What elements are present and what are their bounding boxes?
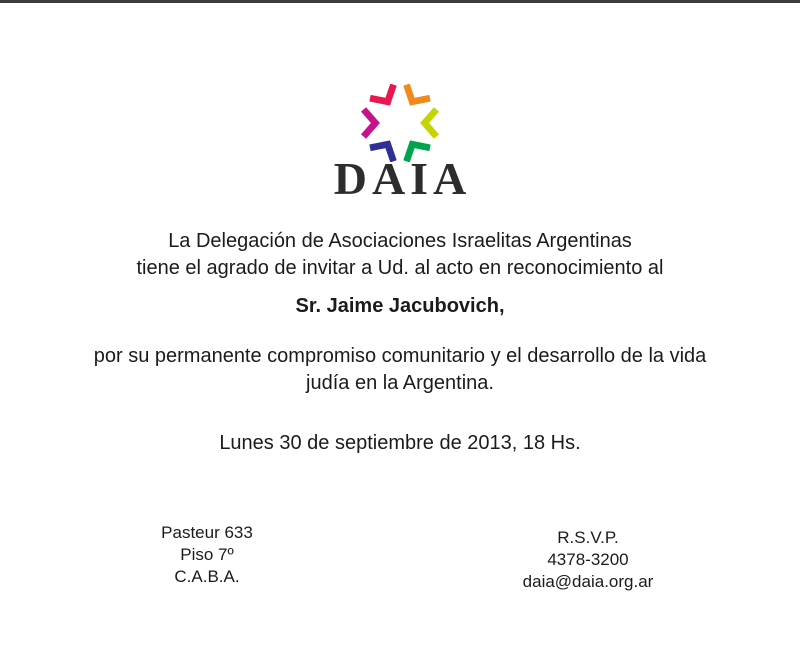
invitation-intro (0, 228, 800, 282)
star-segment-right-icon (425, 109, 437, 136)
intro-line-1: La Delegación de Asociaciones Israelitas Argentinas (168, 230, 632, 252)
window-top-border (0, 0, 800, 3)
tribute-line-2: judía en la Argentina. (306, 372, 494, 394)
address-block (107, 522, 307, 588)
address-street: Pasteur 633 (161, 523, 253, 542)
star-of-david-icon (361, 84, 439, 162)
daia-wordmark: DAIA (333, 153, 472, 204)
address-floor: Piso 7º (180, 545, 234, 564)
star-segment-left-icon (364, 109, 376, 136)
rsvp-label: R.S.V.P. (557, 528, 619, 547)
event-datetime: Lunes 30 de septiembre de 2013, 18 Hs. (219, 432, 581, 454)
rsvp-phone: 4378-3200 (547, 550, 629, 569)
intro-line-2: tiene el agrado de invitar a Ud. al acto en reconocimiento al (136, 257, 664, 279)
tribute-text (0, 343, 800, 397)
address-city: C.A.B.A. (174, 567, 240, 586)
star-segment-top-left-icon (370, 85, 399, 109)
rsvp-email: daia@daia.org.ar (522, 572, 654, 591)
rsvp-block (488, 527, 688, 593)
tribute-line-1: por su permanente compromiso comunitario y el desarrollo de la vida (93, 345, 707, 367)
honoree-name: Sr. Jaime Jacubovich, (295, 295, 505, 317)
star-segment-top-right-icon (401, 85, 430, 109)
